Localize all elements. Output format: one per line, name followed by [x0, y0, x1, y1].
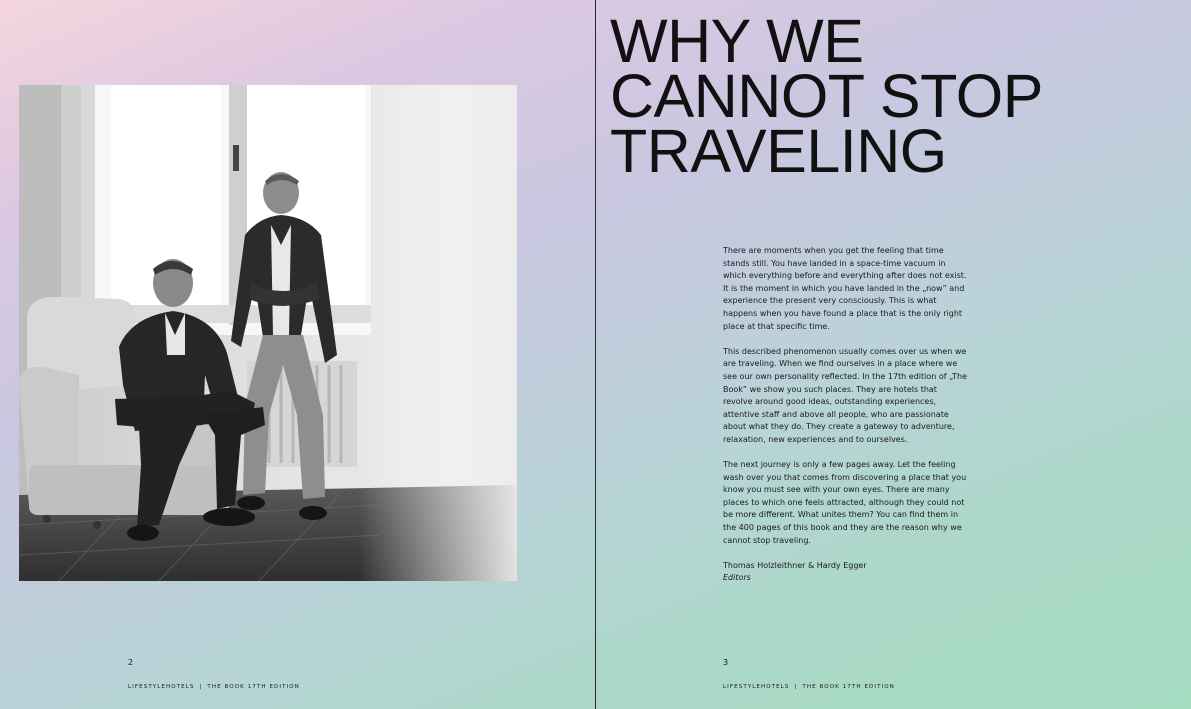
right-page-number: 3	[723, 658, 729, 667]
footer-brand: LIFESTYLEHOTELS	[723, 684, 790, 690]
footer-edition: THE BOOK 17TH EDITION	[802, 684, 895, 690]
left-page-number: 2	[128, 658, 134, 667]
body-paragraph: This described phenomenon usually comes over us when we are traveling. When we find ourselves in a place where we see our own personality reflected. In the 17th edition of „The Book” we show you such places. They are hotels that revolve around good ideas, outstanding experiences, attentive staff and above all people, who are passionate about what they do. They create a gateway to adventure, relaxation, new experiences and to ourselves.	[723, 346, 968, 444]
page-gutter	[595, 0, 596, 709]
photo-illustration	[19, 85, 517, 581]
left-page-footer	[128, 684, 300, 690]
headline-line: WHY WE	[610, 7, 864, 75]
editorial-body	[723, 245, 968, 585]
headline-line: TRAVELING	[610, 117, 947, 185]
headline	[610, 7, 1043, 185]
body-paragraph: The next journey is only a few pages away. Let the feeling wash over you that comes from discovering a place that you know you must see with your own eyes. There are many places to which one feels attracted, although they could not be more different. What unites them? You can find them in the 400 pages of this book and they are the reason why we cannot stop traveling.	[723, 460, 967, 545]
footer-brand: LIFESTYLEHOTELS	[128, 684, 195, 690]
signature-role: Editors	[723, 573, 751, 583]
headline-line: CANNOT STOP	[610, 62, 1043, 130]
right-page-footer	[723, 684, 895, 690]
footer-edition: THE BOOK 17TH EDITION	[207, 684, 300, 690]
signature: Thomas Holzleithner & Hardy Egger	[723, 560, 867, 570]
portrait-photo	[19, 85, 517, 581]
footer-separator: |	[199, 684, 203, 690]
footer-separator: |	[794, 684, 798, 690]
body-paragraph: There are moments when you get the feeling that time stands still. You have landed in a space-time vacuum in which everything before and everything after does not exist. It is the moment in which you have landed in the „now” and experience the present very consciously. This is what happens when you have found a place that is the only right place at that specific time.	[723, 246, 967, 331]
